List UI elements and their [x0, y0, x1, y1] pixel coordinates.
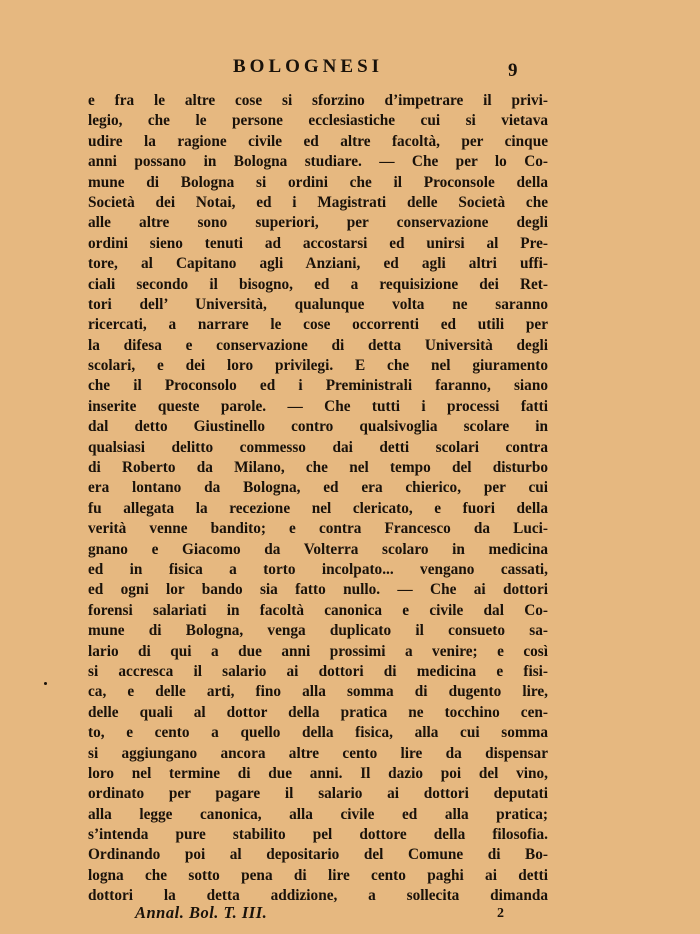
ink-speck	[44, 682, 47, 685]
text-line: tori dell’ Università, qualunque volta ne saranno	[88, 295, 548, 313]
text-line: legio, che le persone ecclesiastiche cui si vietava	[88, 112, 548, 130]
text-line: mune di Bologna si ordini che il Proconsole della	[88, 173, 548, 191]
text-line: to, e cento a quello della fisica, alla cui somma	[88, 724, 548, 742]
signature-mark: Annal. Bol. T. III.	[135, 903, 268, 922]
text-line: anni possano in Bologna studiare. — Che per lo Co-	[88, 153, 548, 171]
text-line: ed in fisica a torto incolpato... vengano cassati,	[88, 560, 548, 578]
text-line: gnano e Giacomo da Volterra scolaro in medicina	[88, 540, 548, 558]
text-line: ordinato per pagare il salario ai dottori deputati	[88, 785, 548, 803]
text-line: udire la ragione civile ed altre facoltà, per cinque	[88, 132, 548, 150]
text-line: s’intenda pure stabilito pel dottore della filosofia.	[88, 826, 548, 844]
text-line: tore, al Capitano agli Anziani, ed agli altri uffi-	[88, 255, 548, 273]
text-line: fu allegata la recezione nel clericato, e fuori della	[88, 499, 548, 517]
text-line: dottori la detta addizione, a sollecita dimanda	[88, 887, 548, 905]
text-line: ca, e delle arti, fino alla somma di dugento lire,	[88, 683, 548, 701]
text-line: di Roberto da Milano, che nel tempo del disturbo	[88, 459, 548, 477]
text-line: Ordinando poi al depositario del Comune di Bo-	[88, 846, 548, 864]
text-line: alle altre sono superiori, per conservazione degli	[88, 214, 548, 232]
text-line: loro nel termine di due anni. Il dazio poi del vino,	[88, 764, 548, 782]
text-line: inserite queste parole. — Che tutti i processi fatti	[88, 397, 548, 415]
text-line: ordini sieno tenuti ad accostarsi ed unirsi al Pre-	[88, 234, 548, 252]
body-text	[88, 91, 548, 907]
text-line: si aggiungano ancora altre cento lire da dispensar	[88, 744, 548, 762]
text-line: e fra le altre cose si sforzino d’impetrare il privi-	[88, 92, 548, 109]
text-line: la difesa e conservazione di detta Università degli	[88, 336, 548, 354]
sheet-number: 2	[497, 906, 504, 921]
text-line: forensi salariati in facoltà canonica e civile dal Co-	[88, 601, 548, 619]
text-line: era lontano da Bologna, ed era chierico, per cui	[88, 479, 548, 497]
text-line: alla legge canonica, alla civile ed alla pratica;	[88, 805, 548, 823]
text-line: verità venne bandito; e contra Francesco da Luci-	[88, 520, 548, 538]
text-line: ricercati, a narrare le cose occorrenti ed utili per	[88, 316, 548, 334]
page-number: 9	[508, 60, 518, 81]
text-line: scolari, e dei loro privilegi. E che nel giuramento	[88, 357, 548, 375]
text-line: delle quali al dottor della pratica ne tocchino cen-	[88, 703, 548, 721]
text-line: qualsiasi delitto commesso dai detti scolari contra	[88, 438, 548, 456]
text-line: ed ogni lor bando sia fatto nullo. — Che ai dottori	[88, 581, 548, 599]
running-title: BOLOGNESI	[233, 56, 384, 77]
text-line: lario di qui a due anni prossimi a venire; e così	[88, 642, 548, 660]
text-line: si accresca il salario ai dottori di medicina e fisi-	[88, 662, 548, 680]
text-line: dal detto Giustinello contro qualsivoglia scolare in	[88, 418, 548, 436]
text-line: che il Proconsolo ed i Preministrali faranno, siano	[88, 377, 548, 395]
text-line: Società dei Notai, ed i Magistrati delle Società che	[88, 193, 548, 211]
text-line: mune di Bologna, venga duplicato il consueto sa-	[88, 622, 548, 640]
text-line: ciali secondo il bisogno, ed a requisizione dei Ret-	[88, 275, 548, 293]
text-line: logna che sotto pena di lire cento paghi ai detti	[88, 866, 548, 884]
